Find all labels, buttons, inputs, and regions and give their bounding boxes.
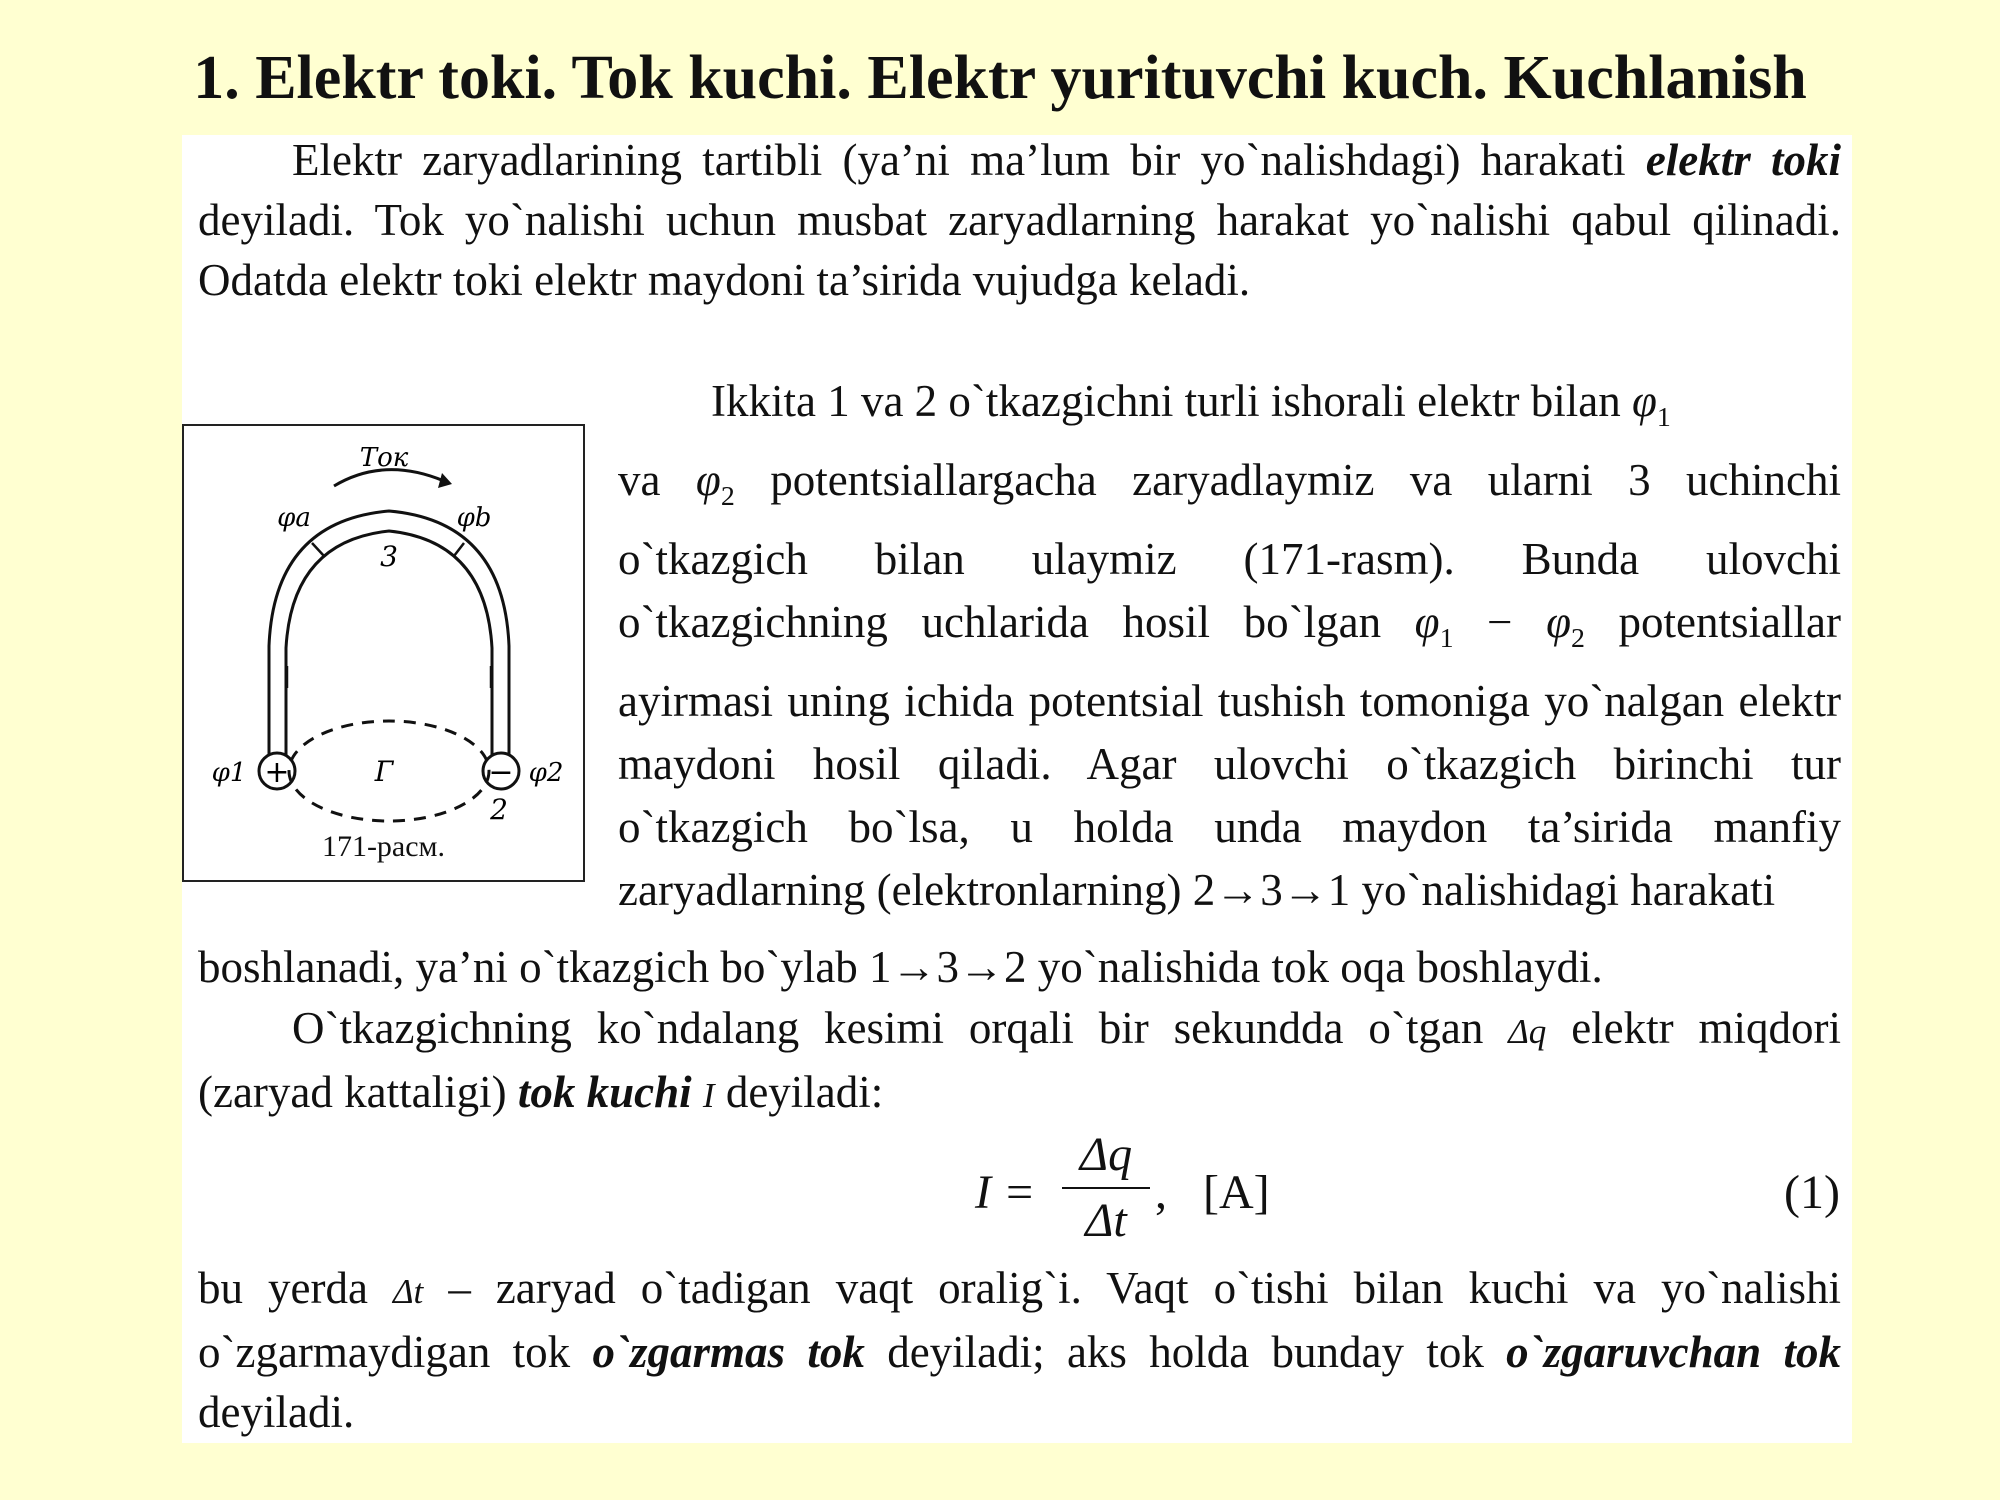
label-2: 2 [490,793,508,826]
formula-comma: , [1155,1166,1167,1219]
phi-sub-3: 1 [1439,623,1454,654]
p1-text-end: deyiladi. Tok yo`nalishi uchun musbat zaryadlarning harakat yo`nalishi qabul qilinadi. Odatda elektr toki elektr maydoni ta’sirida vujudga keladi. [198,195,1841,305]
phi-symbol: φ [1631,376,1657,426]
label-phi1: φ1 [211,758,247,788]
paragraph-potentials [618,370,1841,922]
current-arrow-head [438,473,452,488]
paragraph-dc-ac [198,1258,1841,1442]
p2-text-mid: potentsiallargacha zaryadlaymiz va ularni 3 uchinchi o`tkazgich bilan ulaymiz (171-rasm). Bunda ulovchi o`tkazgichning uchlarida hosil bo`lgan [618,455,1842,647]
delta-t-symbol: Δt [392,1272,424,1311]
formula-number: (1) [1784,1166,1840,1219]
phi-symbol-4: φ [1546,597,1571,647]
formula-lhs: I = [975,1166,1036,1219]
p4-text-start: bu yerda [198,1263,368,1313]
tick-b [454,543,464,556]
p2-text-end: potentsiallar ayirmasi uning ichida potentsial tushish tomoniga yo`nalgan elektr maydoni hosil qiladi. Agar ulovchi o`tkazgich birinchi tur o`tkazgich bo`lsa, u holda unda maydon ta’sirida manfiy zaryadlarning (elektronlarning) 2→3→1 yo`nalishidagi harakati [618,597,1841,915]
term-ozgarmas-tok: o`zgarmas tok [592,1327,865,1377]
formula-denominator: Δt [1085,1194,1127,1247]
figure-171 [182,424,585,882]
p4-text-mid2: deyiladi; aks holda bunday tok [887,1327,1484,1377]
label-3: 3 [380,540,398,573]
p4-text-end: deyiladi. [198,1387,355,1437]
label-phi2: φ2 [528,758,564,788]
plus-sign: + [264,755,290,790]
p3-text-mid: elektr miqdori (zaryad kattaligi) [198,1003,1841,1117]
p2-continuation: boshlanadi, ya’ni o`tkazgich bo`ylab 1→3→2 yo`nalishida tok oqa boshlaydi. [198,942,1603,992]
term-ozgaruvchan-tok: o`zgaruvchan tok [1506,1327,1842,1377]
label-tok: Ток [359,443,409,473]
page-title: 1. Elektr toki. Tok kuchi. Elektr yurituvchi kuch. Kuchlanish [193,44,1807,112]
formula-1 [975,1125,1855,1265]
label-phi-a: φa [277,503,311,533]
p3-text-start: O`tkazgichning ko`ndalang kesimi orqali bir sekundda o`tgan [292,1003,1484,1053]
figure-caption: 171-рacм. [321,830,446,863]
paragraph-electric-current [198,130,1841,310]
term-elektr-toki: elektr toki [1645,135,1842,185]
phi-symbol-2: φ [695,455,721,505]
paragraph-current-strength [198,998,1841,1126]
phi-sub-1: 1 [1656,402,1671,433]
phi-symbol-3: φ [1414,597,1440,647]
symbol-I: I [702,1076,715,1115]
label-gamma: Г [374,755,394,788]
minus-sign: − [488,755,514,790]
fraction-bar [1062,1187,1150,1189]
p2-line1 [618,370,1841,449]
p3-text-end: deyiladi: [725,1067,884,1117]
word-va: va [618,455,661,505]
p4-text-mid: – zaryad o`tadigan vaqt oralig`i. Vaqt o`tishi bilan kuchi va yo`nalishi o`zgarmaydigan tok [198,1263,1842,1377]
phi-sub-2: 2 [720,481,735,512]
formula-unit: [A] [1203,1166,1270,1219]
minus-operator: − [1453,597,1547,647]
delta-q-symbol: Δq [1508,1012,1547,1051]
p2-text-start: Ikkita 1 va 2 o`tkazgichni turli ishorali elektr bilan [711,376,1621,426]
label-phi-b: φb [456,503,492,533]
term-tok-kuchi: tok kuchi [517,1067,692,1117]
phi-sub-4: 2 [1571,623,1585,654]
formula-fraction [1062,1125,1150,1251]
tick-a [312,543,324,556]
formula-numerator: Δq [1079,1128,1133,1181]
circuit-diagram [184,426,582,826]
p1-text-start: Elektr zaryadlarining tartibli (ya’ni ma’lum bir yo`nalishdagi) harakati [292,135,1626,185]
